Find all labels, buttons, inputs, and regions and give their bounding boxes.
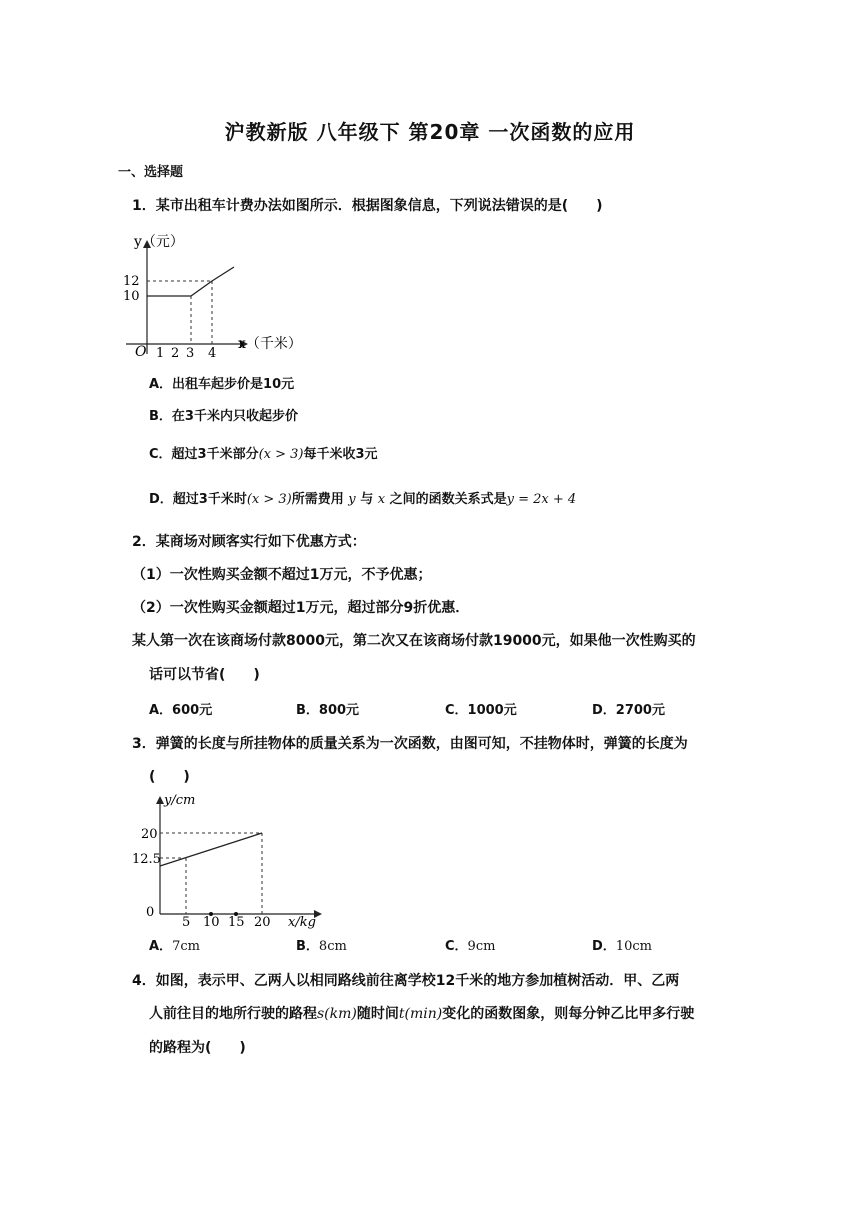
- q2-stem: 2．某商场对顾客实行如下优惠方式：: [132, 534, 366, 550]
- q1-option-d-mid2: 与: [360, 492, 374, 507]
- q4-time-var: t(min): [398, 1006, 443, 1022]
- q1-option-d-x: x: [377, 492, 386, 507]
- q2-option-d: D．2700元: [592, 703, 665, 718]
- q3-option-b-value: 8cm: [318, 939, 347, 954]
- q4-line-2-pre: 人前往目的地所行驶的路程: [149, 1006, 317, 1022]
- q3-option-d: [592, 935, 652, 954]
- q3-option-c-value: 9cm: [467, 939, 496, 954]
- q3-option-a: [149, 935, 200, 954]
- q3-y-arrow: [156, 796, 164, 804]
- q3-stem-line-1: 3．弹簧的长度与所挂物体的质量关系为一次函数，由图可知，不挂物体时，弹簧的长度为: [132, 736, 688, 752]
- q3-xtick-15: 15: [228, 915, 245, 930]
- q4-line-2-mid: 随时间: [356, 1006, 399, 1022]
- q1-option-c-math: (x > 3): [258, 447, 304, 462]
- q1-option-c-post: 每千米收3元: [303, 447, 378, 462]
- q3-option-c: [445, 935, 495, 954]
- q3-option-d-value: 10cm: [615, 939, 652, 954]
- q1-option-d-mid3: 之间的函数关系式是: [389, 492, 507, 507]
- q1-option-b: B．在3千米内只收起步价: [149, 409, 298, 424]
- q3-ytick-20: 20: [141, 827, 158, 842]
- q1-option-d-mid1: 所需费用: [291, 492, 344, 507]
- q1-graph: [120, 226, 330, 361]
- q3-xtick-5: 5: [182, 915, 191, 930]
- q3-xtick-10: 10: [203, 915, 220, 930]
- q3-graph: [132, 792, 328, 930]
- q2-rule-2: （2）一次性购买金额超过1万元，超过部分9折优惠．: [132, 600, 470, 616]
- q2-body-line-2: 话可以节省( ): [149, 667, 260, 683]
- q2-option-c: C．1000元: [445, 703, 517, 718]
- q3-ytick-12-5: 12.5: [132, 852, 161, 867]
- q3-x-label: x/kg: [288, 915, 316, 930]
- q3-spring-line: [160, 833, 262, 866]
- q3-option-a-value: 7cm: [172, 939, 200, 954]
- q1-option-a: A．出租车起步价是10元: [149, 377, 295, 392]
- q1-xtick-4: 4: [208, 346, 217, 361]
- q3-option-b: [296, 935, 347, 954]
- page-title: 沪教新版 八年级下 第20章 一次函数的应用: [224, 120, 636, 144]
- q4-line-1: 4．如图，表示甲、乙两人以相同路线前往离学校12千米的地方参加植树活动．甲、乙两: [132, 973, 680, 989]
- q1-xtick-3: 3: [186, 346, 195, 361]
- q3-y-label: y/cm: [164, 793, 196, 808]
- q1-ytick-12: 12: [123, 274, 140, 289]
- q1-xtick-1: 1: [156, 346, 165, 361]
- q4-line-3: 的路程为( ): [149, 1040, 246, 1056]
- q4-line-2: [149, 1003, 694, 1023]
- q4-distance-var: s(km): [317, 1006, 357, 1022]
- q1-ytick-10: 10: [123, 289, 140, 304]
- q4-line-2-post: 变化的函数图象，则每分钟乙比甲多行驶: [442, 1006, 695, 1022]
- q3-option-d-letter: D．: [592, 939, 616, 954]
- q1-origin: O: [135, 344, 147, 360]
- q1-option-d-pre: D．超过3千米时: [149, 492, 247, 507]
- q1-stem: 1．某市出租车计费办法如图所示．根据图象信息，下列说法错误的是( ): [132, 198, 603, 214]
- q2-rule-1: （1）一次性购买金额不超过1万元，不予优惠；: [132, 567, 432, 583]
- q2-body-line-1: 某人第一次在该商场付款8000元，第二次又在该商场付款19000元，如果他一次性购买的: [132, 633, 696, 649]
- q1-y-label: y（元）: [134, 234, 184, 250]
- q1-x-label: x（千米）: [238, 336, 302, 352]
- q1-option-d-y: y: [348, 492, 356, 507]
- q3-stem-line-2: ( ): [149, 769, 190, 785]
- q1-option-d: [149, 488, 576, 507]
- q3-option-a-letter: A．: [149, 939, 173, 954]
- q3-option-b-letter: B．: [296, 939, 319, 954]
- q3-origin: 0: [146, 905, 155, 920]
- q1-option-d-formula: y = 2x + 4: [506, 492, 577, 507]
- q1-option-d-cond: (x > 3): [246, 492, 292, 507]
- q1-option-c: [149, 443, 378, 462]
- section-heading: 一、选择题: [118, 165, 184, 180]
- q1-xtick-2: 2: [171, 346, 180, 361]
- q3-xtick-20: 20: [254, 915, 271, 930]
- q2-option-b: B．800元: [296, 703, 360, 718]
- q3-option-c-letter: C．: [445, 939, 468, 954]
- q1-option-c-pre: C．超过3千米部分: [149, 447, 259, 462]
- q2-option-a: A．600元: [149, 703, 213, 718]
